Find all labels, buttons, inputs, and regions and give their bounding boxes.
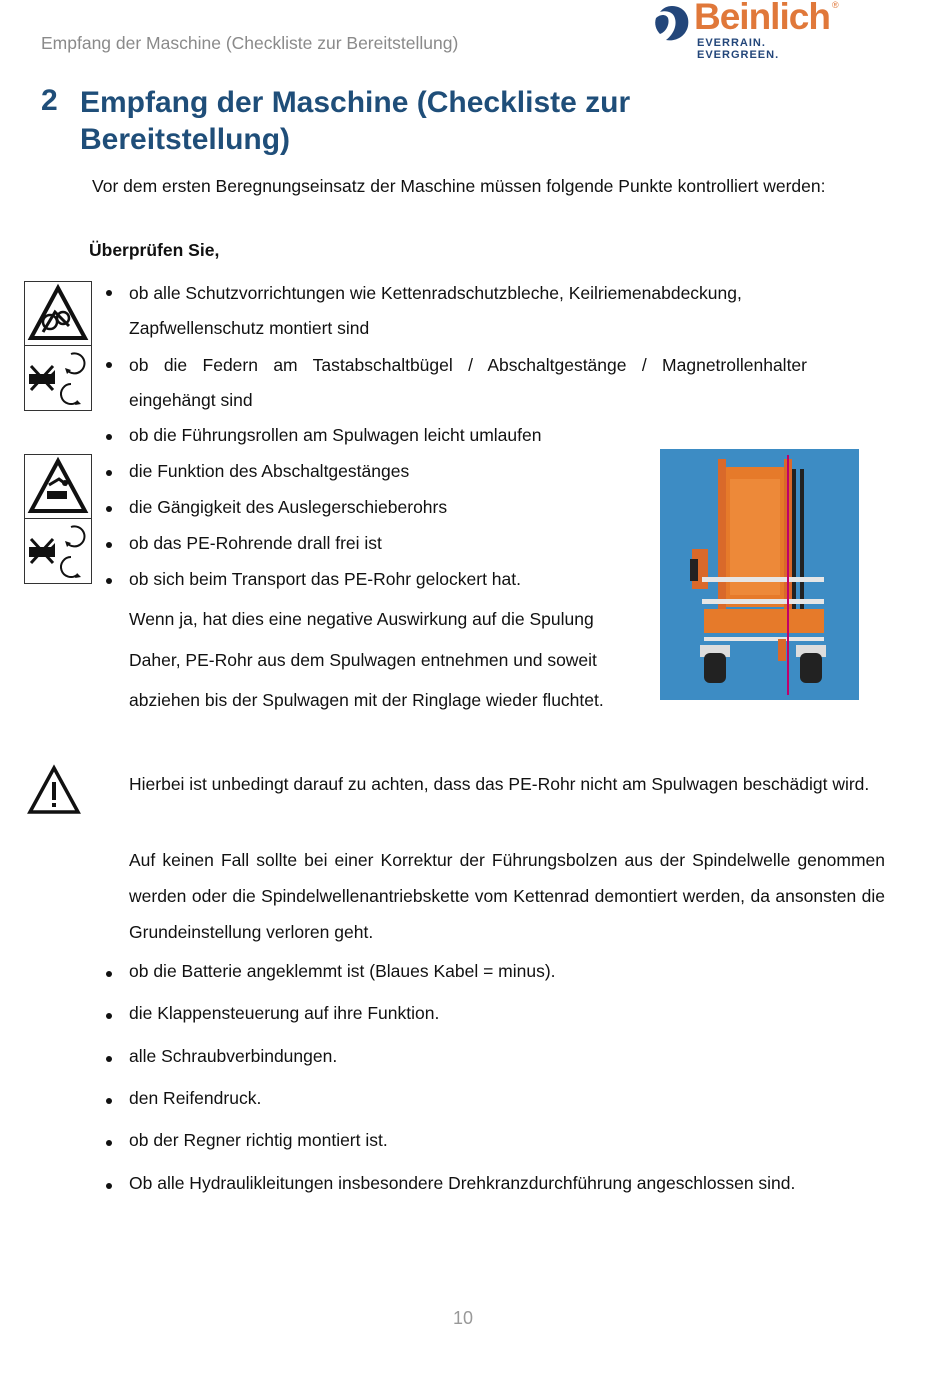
bullet [106, 290, 112, 296]
bullet [106, 506, 112, 512]
rotating-parts-hand-icon [24, 518, 92, 584]
bullet [106, 1183, 112, 1189]
rotating-parts-hand-icon [24, 345, 92, 411]
list-item: Ob alle Hydraulikleitungen insbesondere Drehkranzdurchführung angeschlossen sind. [129, 1173, 796, 1193]
bullet [106, 1140, 112, 1146]
list-item: ob die Batterie angeklemmt ist (Blaues Kabel = minus). [129, 961, 556, 981]
list-item: ob sich beim Transport das PE-Rohr gelockert hat. [129, 569, 521, 589]
entanglement-warning-icon [24, 281, 92, 347]
section-number: 2 [41, 84, 58, 117]
list-item: den Reifendruck. [129, 1088, 262, 1108]
logo-tagline: EVERRAIN. EVERGREEN. [697, 37, 780, 61]
bullet [106, 971, 112, 977]
running-header: Empfang der Maschine (Checkliste zur Bereitstellung) [41, 33, 459, 53]
hose-reel-cart-illustration [660, 449, 859, 700]
logo-wordmark: Beinlich [694, 0, 830, 37]
check-heading: Überprüfen Sie, [89, 240, 220, 260]
warning-text-1: Hierbei ist unbedingt darauf zu achten, dass das PE-Rohr nicht am Spulwagen beschädigt wird. [129, 774, 870, 794]
page-number: 10 [452, 1308, 474, 1328]
bullet [106, 542, 112, 548]
logo-mark-icon [652, 4, 692, 44]
list-item: ob die Führungsrollen am Spulwagen leicht umlaufen [129, 425, 542, 445]
list-item: ob die Federn am Tastabschaltbügel / Abschaltgestänge / Magnetrollenhalter eingehängt sind [129, 355, 807, 410]
intro-paragraph: Vor dem ersten Beregnungseinsatz der Maschine müssen folgende Punkte kontrolliert werden: [92, 176, 826, 196]
bullet [106, 1056, 112, 1062]
logo-registered-mark: ® [832, 0, 839, 10]
bullet [106, 1013, 112, 1019]
warning-triangle-icon [22, 762, 86, 820]
warning-text-2: Auf keinen Fall sollte bei einer Korrektur der Führungsbolzen aus der Spindelwelle genommen werden oder die Spindelwellenantriebskette vom Kettenrad demontiert werden, da ansonsten die Grundeinstellung verloren geht. [129, 850, 885, 942]
bullet [106, 434, 112, 440]
list-item: die Gängigkeit des Auslegerschieberohrs [129, 497, 448, 517]
pe-note-line: Wenn ja, hat dies eine negative Auswirkung auf die Spulung [129, 609, 594, 629]
bullet [106, 362, 112, 368]
list-item: die Klappensteuerung auf ihre Funktion. [129, 1003, 440, 1023]
beinlich-logo [652, 0, 842, 61]
pe-note-line: abziehen bis der Spulwagen mit der Ringlage wieder fluchtet. [129, 690, 604, 710]
pe-note-line: Daher, PE-Rohr aus dem Spulwagen entnehmen und soweit [129, 650, 597, 670]
list-item: ob alle Schutzvorrichtungen wie Kettenradschutzbleche, Keilriemenabdeckung, Zapfwellenschutz montiert sind [129, 283, 742, 338]
list-item: ob der Regner richtig montiert ist. [129, 1130, 388, 1150]
bullet [106, 470, 112, 476]
bullet [106, 578, 112, 584]
section-title: Empfang der Maschine (Checkliste zur Bereitstellung) [80, 86, 631, 156]
list-item: die Funktion des Abschaltgestänges [129, 461, 410, 481]
crush-warning-icon [24, 454, 92, 520]
bullet [106, 1098, 112, 1104]
list-item: alle Schraubverbindungen. [129, 1046, 338, 1066]
list-item: ob das PE-Rohrende drall frei ist [129, 533, 382, 553]
